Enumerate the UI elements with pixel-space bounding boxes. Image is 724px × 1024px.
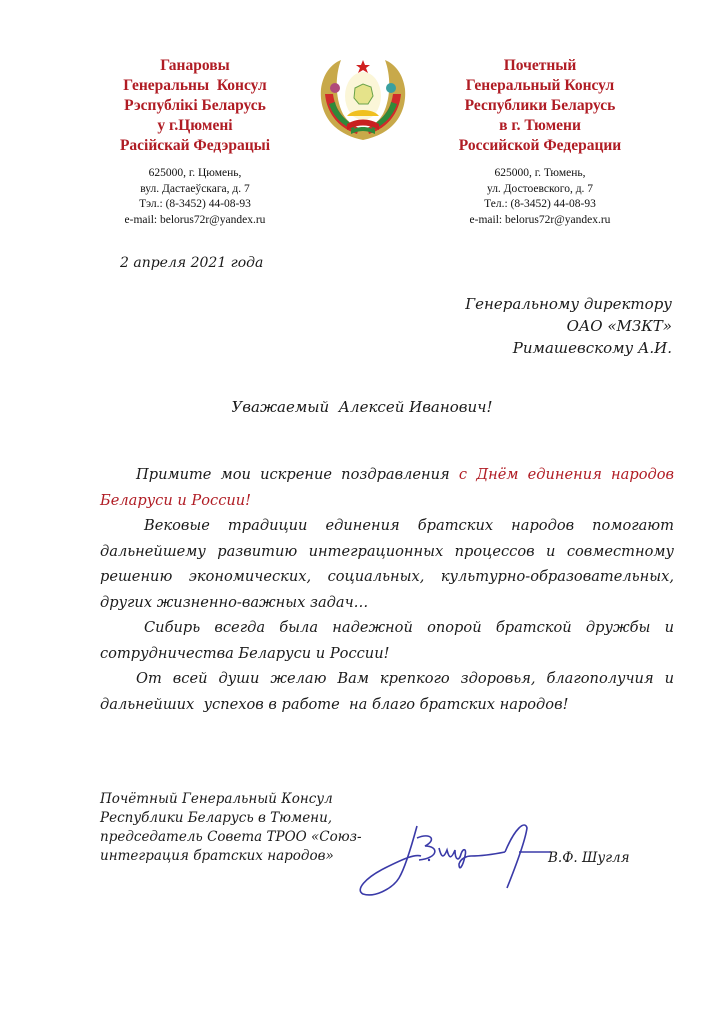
email-line: e-mail: belorus72r@yandex.ru	[469, 213, 611, 226]
signer-title-line: интеграция братских народов»	[100, 848, 334, 864]
greeting-text: Примите мои искрение поздравления	[136, 466, 459, 483]
letterhead-title-line: Российской Федерации	[458, 137, 622, 154]
addressee-name: Римашевскому А.И.	[512, 339, 672, 357]
signer-title-line: Республики Беларусь в Тюмени,	[100, 810, 333, 826]
signer-title-line: председатель Совета ТРОО «Союз-	[100, 829, 362, 845]
letterhead-title-line: Почетный	[503, 57, 577, 74]
address-line: вул. Дастаеўскага, д. 7	[140, 182, 250, 195]
body-paragraph: Вековые традиции единения братских народов помогают дальнейшему развитию интеграционных процессов и совместному решению экономических, социальных, культурно-образовательных, других жизненно-важных задач…	[100, 517, 674, 611]
address-line: 625000, г. Цюмень,	[148, 167, 242, 179]
letterhead-title-line: Генеральный Консул	[465, 77, 615, 94]
letterhead-title-line: у г.Цюмені	[157, 117, 233, 134]
coat-of-arms-emblem-icon	[313, 54, 413, 144]
letterhead-title-line: Генеральны Консул	[123, 77, 267, 94]
letterhead-russian	[420, 56, 660, 228]
addressee-block	[465, 293, 672, 359]
addressee-company: ОАО «МЗКТ»	[566, 317, 672, 335]
letter-body	[100, 462, 679, 717]
signer-title-line: Почётный Генеральный Консул	[100, 791, 333, 807]
letterhead-title-line: в г. Тюмени	[499, 117, 581, 134]
body-paragraph: От всей души желаю Вам крепкого здоровья, благополучия и дальнейших успехов в работе на благо братских народов!	[100, 670, 679, 713]
letter-date: 2 апреля 2021 года	[120, 255, 264, 271]
salutation: Уважаемый Алексей Иванович!	[231, 398, 493, 416]
addressee-position: Генеральному директору	[465, 295, 672, 313]
body-paragraph	[100, 462, 674, 513]
signature-title-block	[100, 790, 362, 866]
letterhead-belarusian	[75, 56, 315, 228]
address-line: 625000, г. Тюмень,	[494, 167, 586, 179]
body-paragraph: Сибирь всегда была надежной опорой братской дружбы и сотрудничества Беларуси и России!	[100, 619, 674, 662]
email-line: e-mail: belorus72r@yandex.ru	[124, 213, 266, 226]
phone-line: Тэл.: (8-3452) 44-08-93	[139, 198, 251, 210]
letterhead-title-line: Рэспублікі Беларусь	[124, 97, 266, 114]
holiday-highlight: с Днём единения народов Беларуси и России!	[100, 466, 675, 509]
letterhead-address	[420, 166, 660, 228]
phone-line: Тел.: (8-3452) 44-08-93	[484, 198, 596, 210]
letterhead-address	[75, 166, 315, 228]
signer-name: В.Ф. Шугля	[548, 850, 630, 866]
address-line: ул. Достоевского, д. 7	[486, 182, 594, 195]
letterhead-title-line: Республики Беларусь	[464, 97, 616, 114]
handwritten-signature	[355, 818, 555, 900]
letterhead-title-line: Ганаровы	[160, 57, 230, 74]
letterhead-title-line: Расійскай Федэрацыі	[119, 137, 271, 154]
